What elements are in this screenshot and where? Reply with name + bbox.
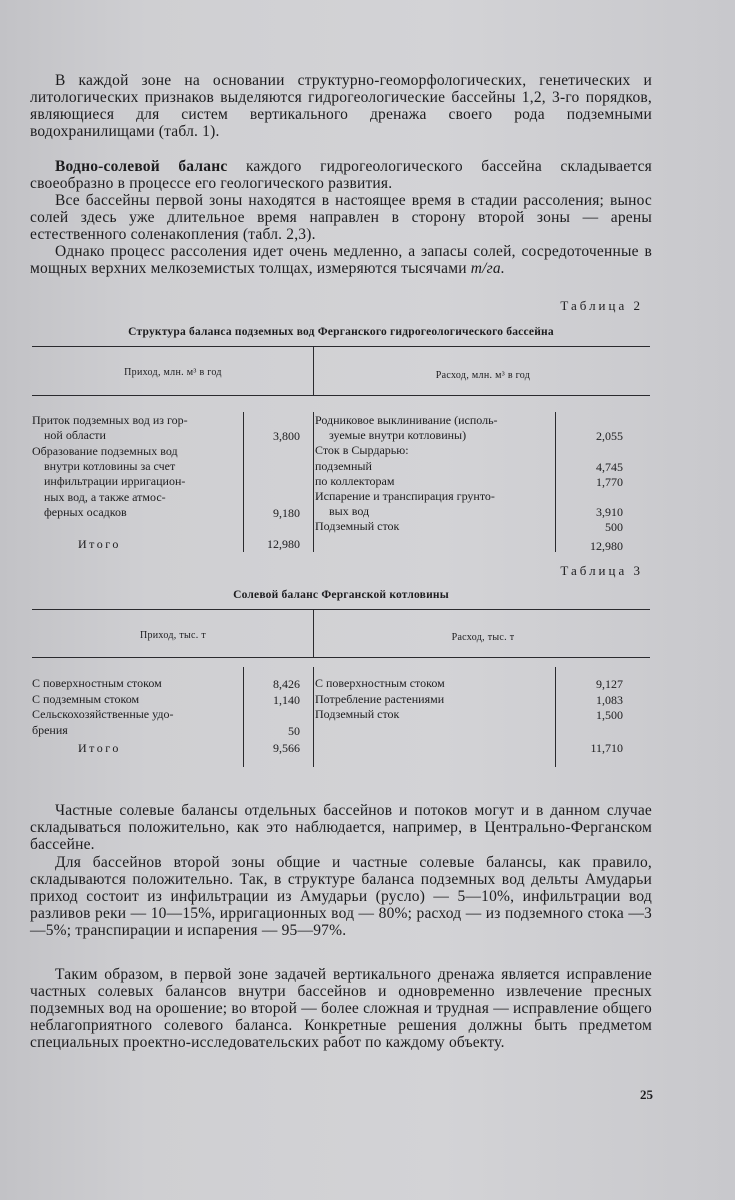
table2-out-row-0-line-0: Родниковое выклинивание (исполь- [315,413,498,427]
table2-out-row-5-line-0: Подземный сток [315,519,400,534]
bold-term: Водно-солевой баланс [55,158,228,175]
paragraph-1: В каждой зоне на основании структурно-геоморфологических, генетических и литологических признаков выделяются гидрогеологические бассейны 1,2, 3-го порядков, являющиеся для систем вертикального дренажа своего рода подземными водохранилищами (табл. 1). [30,72,652,140]
table-3-header-rule [32,657,650,658]
table-3-top-rule [32,609,650,610]
page-number: 25 [640,1087,653,1102]
table2-out-row-2-value: 4,745 [596,459,623,474]
table-3-header-expense: Расход, тыс. т [451,632,515,643]
table3-out-row-1-line-0: Потребление растениями [315,691,445,706]
table2-in-row-0-line-0: Приток подземных вод из гор- [32,413,188,427]
paragraph-2-rest: каждого гидрогеологического бассейна складывается своеобразно в процессе его геологического развития. [30,158,652,192]
table-3-total-label: Итого [78,741,121,755]
table-3-header-divider [313,610,314,657]
paragraph-4 [30,243,652,277]
table3-in-row-0-line-0: С поверхностным стоком [32,676,162,690]
table-2-top-rule [32,346,650,347]
table-3-total-expense: 11,710 [590,741,623,755]
table-2-total-expense: 12,980 [590,539,623,553]
paragraph-7: Таким образом, в первой зоне задачей вертикального дренажа является исправление частных солевых балансов внутри бассейнов и одновременно извлечение пресных подземных вод на орошение; во второй — более сложная и трудная — исправление общего неблагоприятного солевого баланса. Конкретные решения должны быть предметом специальных проектно-исследовательских работ по каждому объекту. [30,966,652,1051]
paragraph-4-main: Однако процесс рассоления идет очень медленно, а запасы солей, сосредоточенные в мощных верхних мелкоземистых толщах, измеряются тысячами [30,243,652,277]
table2-out-row-2-line-0: подземный [315,458,372,473]
table-2-header-divider [313,347,314,395]
table2-in-row-1-value: 9,180 [273,505,300,520]
table2-in-row-1-line-2: инфильтрации ирригацион- [44,474,186,489]
table2-out-row-4-value: 3,910 [596,505,623,520]
table-3-header-income: Приход, тыс. т [139,630,207,641]
paragraph-6: Для бассейнов второй зоны общие и частные солевые балансы, как правило, складываются положительно. Так, в структуре баланса подземных вод дельты Амударьи приход состоит из инфильтрации из Амударьи (русло) — 5—10%, инфильтрации вод разливов реки — 10—15%, ирригационных вод — 80%; расход — из подземного стока —3—5%; транспирации и испарения — 95—97%. [30,854,652,939]
table-3-total-income: 9,566 [273,741,300,755]
table2-in-row-1-line-1: внутри котловины за счет [44,458,176,473]
table2-out-row-0-line-1: зуемые внутри котловины) [329,428,467,443]
table2-out-row-0-value: 2,055 [596,429,623,444]
unit-label: т/га. [470,260,505,277]
table2-in-row-1-line-4: ферных осадков [44,504,127,519]
table3-in-row-2-line-0: Сельскохозяйственные удо- [32,707,174,721]
table2-in-row-1-line-3: ных вод, а также атмос- [44,489,166,504]
table3-in-row-0-value: 8,426 [273,677,300,691]
table3-in-row-1-value: 1,140 [273,692,300,707]
table3-out-row-2-line-0: Подземный сток [315,707,400,721]
table2-out-row-4-line-0: Испарение и транспирация грунто- [315,489,495,503]
table3-in-row-1-line-0: С подземным стоком [32,691,140,706]
table2-out-row-5-value: 500 [605,520,623,535]
table3-in-row-2-value: 50 [288,723,300,738]
table2-in-row-0-value: 3,800 [273,429,300,444]
table-3-title: Солевой баланс Ферганской котловины [233,589,449,601]
table2-out-row-3-value: 1,770 [596,474,623,489]
table-2-label: Таблица 2 [560,298,643,313]
table3-in-row-2-line-1: брения [32,722,68,737]
paragraph-2 [30,158,652,192]
paragraph-5: Частные солевые балансы отдельных бассейнов и потоков могут и в данном случае складываться положительно, как это наблюдается, например, в Центрально-Ферганском бассейне. [30,802,652,853]
table2-in-row-0-line-1: ной области [44,428,106,443]
table-2-total-income: 12,980 [267,537,300,551]
table-2-total-label: Итого [78,537,121,551]
table-3-label: Таблица 3 [560,563,643,578]
table3-out-row-0-line-0: С поверхностным стоком [315,676,445,690]
table-2-header-income: Приход, млн. м³ в год [124,367,222,378]
table2-out-row-3-line-0: по коллекторам [315,473,395,488]
table2-out-row-4-line-1: вых вод [329,504,370,519]
paragraph-3: Все бассейны первой зоны находятся в настоящее время в стадии рассоления; вынос солей здесь уже длительное время направлен в сторону второй зоны — арены естественного соленакопления (табл. 2,3). [30,192,652,243]
table2-out-row-1-line-0: Сток в Сырдарью: [315,443,409,458]
table3-out-row-0-value: 9,127 [596,677,623,691]
table-2-center-divider [313,412,314,552]
table-2-title: Структура баланса подземных вод Ферганского гидрогеологического бассейна [128,326,554,338]
table-2-header-rule [32,395,650,396]
table3-out-row-2-value: 1,500 [596,708,623,722]
table-3-center-divider [313,667,314,767]
table2-in-row-1-line-0: Образование подземных вод [32,443,178,458]
table3-out-row-1-value: 1,083 [596,692,623,707]
table-2-header-expense: Расход, млн. м³ в год [435,370,531,381]
